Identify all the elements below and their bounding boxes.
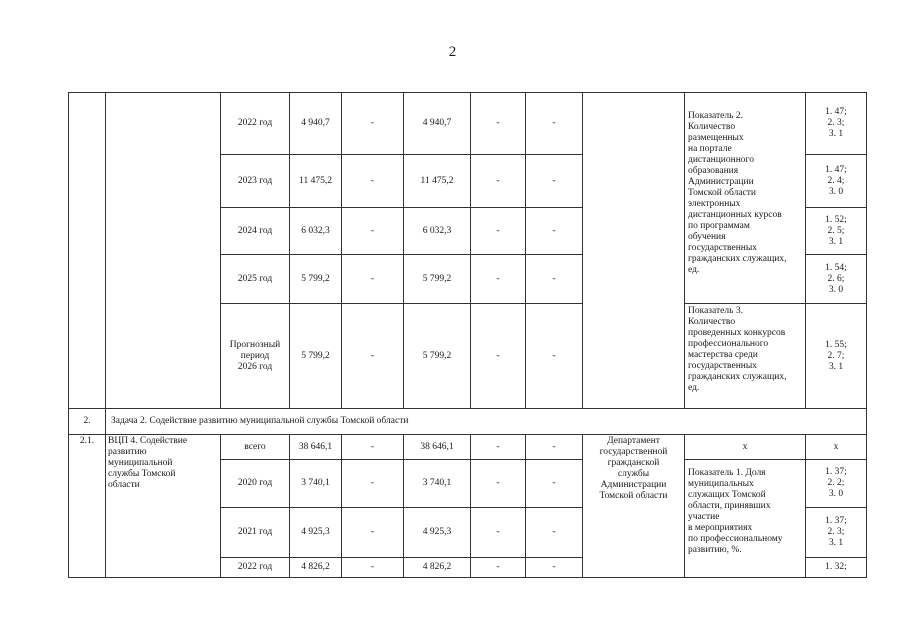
- value-cell: 11 475,2: [404, 155, 471, 208]
- year-cell: 2022 год: [221, 558, 290, 578]
- table-row: [69, 93, 867, 155]
- value-cell: -: [342, 155, 404, 208]
- value-cell: -: [471, 508, 526, 558]
- value-cell: 38 646,1: [404, 435, 471, 460]
- ref-cell: 1. 55; 2. 7; 3. 1: [806, 304, 867, 409]
- task-row: [69, 409, 867, 435]
- year-cell: всего: [221, 435, 290, 460]
- year-cell: 2020 год: [221, 460, 290, 508]
- value-cell: -: [526, 460, 583, 508]
- indicator-1-text: Показатель 1. Доля муниципальных служащих Томской области, принявших участие в мероприятиях по профессиональному развитию, %.: [688, 468, 783, 555]
- total-cell: 4 940,7: [290, 93, 342, 155]
- value-cell: 3 740,1: [404, 460, 471, 508]
- total-cell: 38 646,1: [290, 435, 342, 460]
- ref-cell: 1. 47; 2. 4; 3. 0: [806, 155, 867, 208]
- value-cell: -: [526, 304, 583, 409]
- value-cell: -: [342, 93, 404, 155]
- indicator-3-text: Показатель 3. Количество проведенных конкурсов профессионального мастерства среди государственных гражданских служащих, ед.: [688, 306, 787, 393]
- task-text-cell: Задача 2. Содействие развитию муниципальной службы Томской области: [106, 409, 867, 435]
- total-cell: 5 799,2: [290, 304, 342, 409]
- value-cell: -: [471, 155, 526, 208]
- row-num-cell: [69, 93, 106, 409]
- value-cell: 5 799,2: [404, 304, 471, 409]
- ref-cell: 1. 32;: [806, 558, 867, 578]
- value-cell: -: [471, 435, 526, 460]
- value-cell: -: [471, 93, 526, 155]
- value-cell: -: [526, 435, 583, 460]
- executor-cell: Департамент государственной гражданской службы Администрации Томской области: [583, 435, 685, 578]
- vcp-name-cell: ВЦП 4. Содействие развитию муниципальной службы Томской области: [106, 435, 221, 578]
- value-cell: -: [471, 304, 526, 409]
- value-cell: -: [526, 508, 583, 558]
- value-cell: -: [526, 558, 583, 578]
- value-cell: -: [471, 255, 526, 304]
- value-cell: -: [342, 304, 404, 409]
- executor-cell: [583, 93, 685, 409]
- year-cell: 2022 год: [221, 93, 290, 155]
- ref-cell: 1. 37; 2. 3; 3. 1: [806, 508, 867, 558]
- total-cell: 4 925,3: [290, 508, 342, 558]
- value-cell: -: [526, 93, 583, 155]
- indicator-3-cell: [685, 304, 806, 409]
- value-cell: -: [471, 558, 526, 578]
- ref-cell: 1. 54; 2. 6; 3. 0: [806, 255, 867, 304]
- value-cell: 5 799,2: [404, 255, 471, 304]
- value-cell: -: [526, 255, 583, 304]
- year-cell: Прогнозный период 2026 год: [221, 304, 290, 409]
- task-num-cell: 2.: [69, 409, 106, 435]
- total-cell: 4 826,2: [290, 558, 342, 578]
- indicator-1-cell: [685, 460, 806, 578]
- year-cell: 2023 год: [221, 155, 290, 208]
- value-cell: 4 925,3: [404, 508, 471, 558]
- value-cell: 4 940,7: [404, 93, 471, 155]
- table-row: [69, 435, 867, 460]
- total-cell: 5 799,2: [290, 255, 342, 304]
- ref-cell: 1. 52; 2. 5; 3. 1: [806, 208, 867, 255]
- ref-cell: 1. 37; 2. 2; 3. 0: [806, 460, 867, 508]
- value-cell: -: [342, 508, 404, 558]
- year-cell: 2021 год: [221, 508, 290, 558]
- x-cell: x: [685, 435, 806, 460]
- total-cell: 6 032,3: [290, 208, 342, 255]
- budget-table: [68, 92, 867, 578]
- value-cell: 6 032,3: [404, 208, 471, 255]
- value-cell: -: [471, 208, 526, 255]
- year-cell: 2024 год: [221, 208, 290, 255]
- value-cell: -: [342, 435, 404, 460]
- value-cell: -: [342, 558, 404, 578]
- x-cell: x: [806, 435, 867, 460]
- total-cell: 11 475,2: [290, 155, 342, 208]
- total-cell: 3 740,1: [290, 460, 342, 508]
- indicator-2-cell: [685, 93, 806, 304]
- value-cell: -: [526, 208, 583, 255]
- indicator-2-text: Показатель 2. Количество размещенных на портале дистанционного образования Администрации Томской области электронных дистанционных курсов по программам обучения государственных гражданских служащих, ед.: [688, 111, 787, 275]
- value-cell: -: [471, 460, 526, 508]
- year-cell: 2025 год: [221, 255, 290, 304]
- value-cell: -: [526, 155, 583, 208]
- value-cell: 4 826,2: [404, 558, 471, 578]
- value-cell: -: [342, 208, 404, 255]
- value-cell: -: [342, 255, 404, 304]
- ref-cell: 1. 47; 2. 3; 3. 1: [806, 93, 867, 155]
- page-number: 2: [448, 44, 457, 60]
- name-cell: [106, 93, 221, 409]
- vcp-num-cell: 2.1.: [69, 435, 106, 578]
- value-cell: -: [342, 460, 404, 508]
